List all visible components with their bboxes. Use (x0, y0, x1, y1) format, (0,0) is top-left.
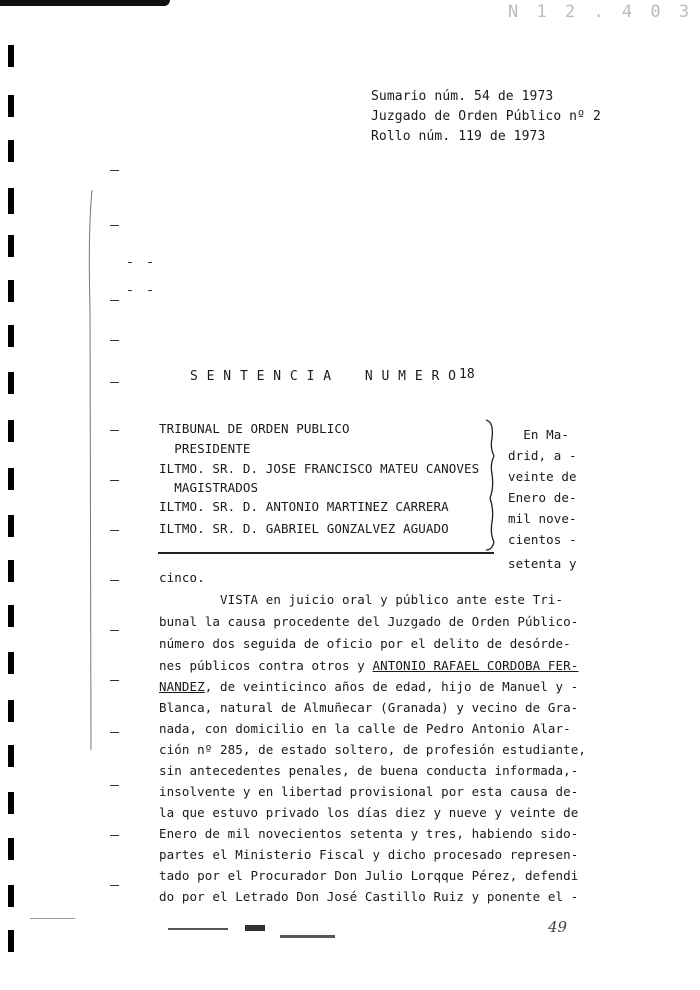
side-line-7: setenta y (508, 556, 577, 571)
margin-line (86, 190, 98, 760)
magistrado-2: ILTMO. SR. D. GABRIEL GONZALVEZ AGUADO (159, 521, 449, 536)
tribunal-line: TRIBUNAL DE ORDEN PUBLICO (159, 421, 350, 436)
faded-stamp: N 1 2 . 4 0 3 (508, 2, 694, 22)
body-line: bunal la causa procedente del Juzgado de Orden Público- (159, 614, 579, 629)
body-line: tado por el Procurador Don Julio Lorqque Pérez, defendi (159, 868, 579, 883)
body-line: nes públicos contra otros y ANTONIO RAFAEL CORDOBA FER- (159, 658, 579, 673)
side-line-3: veinte de (508, 469, 577, 484)
body-line: Blanca, natural de Almuñecar (Granada) y vecino de Gra- (159, 700, 579, 715)
body-line: Enero de mil novecientos setenta y tres, habiendo sido- (159, 826, 579, 841)
presidente-name: ILTMO. SR. D. JOSE FRANCISCO MATEU CANOVES (159, 461, 480, 476)
juzgado-line: Juzgado de Orden Público nº 2 (371, 109, 601, 124)
presidente-label: PRESIDENTE (159, 441, 251, 456)
body-line: ción nº 285, de estado soltero, de profesión estudiante, (159, 742, 587, 757)
defendant-name: ANTONIO RAFAEL CORDOBA FER- (372, 658, 579, 673)
magistrado-1: ILTMO. SR. D. ANTONIO MARTINEZ CARRERA (159, 499, 449, 514)
tribunal-bracket (484, 418, 498, 552)
body-line: número dos seguida de oficio por el delito de desórde- (159, 636, 571, 651)
rollo-line: Rollo núm. 119 de 1973 (371, 129, 546, 144)
body-line: partes el Ministerio Fiscal y dicho procesado represen- (159, 847, 579, 862)
sumario-line: Sumario núm. 54 de 1973 (371, 89, 554, 104)
body-line: la que estuvo privado los días diez y nueve y veinte de (159, 805, 579, 820)
body-line: insolvente y en libertad provisional por esta causa de- (159, 784, 579, 799)
body-line: VISTA en juicio oral y público ante este Tri- (159, 592, 564, 607)
side-line-2: drid, a - (508, 448, 577, 463)
tribunal-underline (158, 552, 494, 554)
sentencia-title: S E N T E N C I A N U M E R O (190, 369, 457, 384)
body-first-line: cinco. (159, 570, 205, 585)
body-line: do por el Letrado Don José Castillo Ruiz y ponente el - (159, 889, 579, 904)
sentencia-number: 18 (459, 367, 475, 382)
body-line: nada, con domicilio en la calle de Pedro Antonio Alar- (159, 721, 571, 736)
page-number: 49 (548, 918, 568, 936)
scan-edge-mark (0, 0, 170, 6)
body-line: sin antecedentes penales, de buena conducta informada,- (159, 763, 579, 778)
side-line-6: cientos - (508, 532, 577, 547)
side-line-1: En Ma- (508, 427, 570, 442)
body-line: NANDEZ, de veinticinco años de edad, hijo de Manuel y - (159, 679, 579, 694)
magistrados-label: MAGISTRADOS (159, 480, 259, 495)
side-line-5: mil nove- (508, 511, 577, 526)
defendant-name-end: NANDEZ (159, 679, 205, 694)
side-line-4: Enero de- (508, 490, 577, 505)
